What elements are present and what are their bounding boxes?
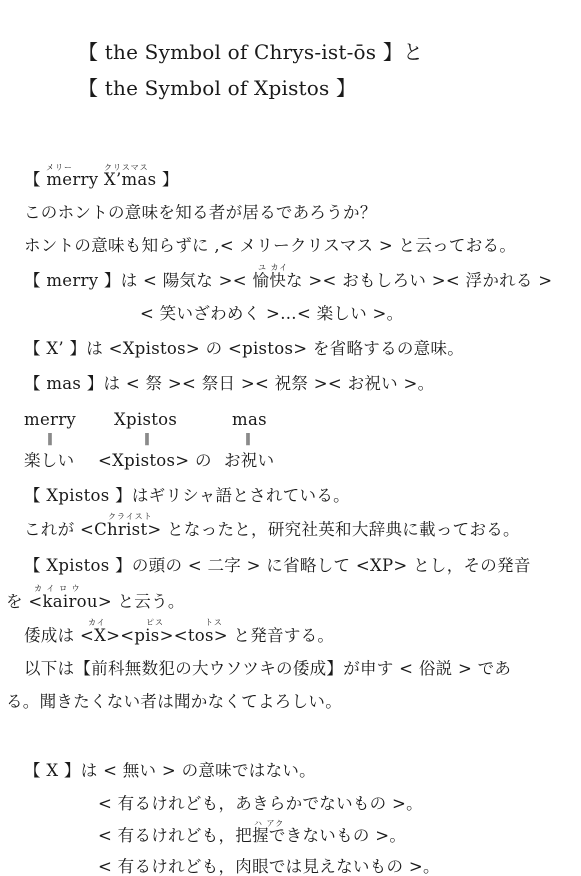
merry-def-line-2: < 笑いざわめく >…< 楽しい >。 [140, 304, 404, 323]
ruby-christ: クライスト [108, 512, 153, 521]
ruby-merry: メリー [46, 163, 73, 172]
equal-sign-1: ‖ [47, 431, 53, 445]
x-definition: 【 X’ 】は <Xpistos> の <pistos> を省略するの意味。 [24, 339, 465, 358]
ruby-tos: トス [205, 618, 223, 627]
table-top-mas: mas [232, 410, 267, 429]
ruby-pis: ピス [146, 618, 164, 627]
para1-line-1: このホントの意味を知る者が居るであろうか？ [24, 203, 377, 222]
equal-sign-3: ‖ [245, 431, 251, 445]
equal-sign-2: ‖ [144, 431, 150, 445]
title-line-1: 【 the Symbol of Chrys-ist-ōs 】と [78, 40, 424, 64]
mas-definition: 【 mas 】は < 祭 >< 祭日 >< 祝祭 >< お祝い >。 [24, 374, 435, 393]
christ-line: これが <Christ> となったと，研究社英和大辞典に載っておる。 [24, 520, 520, 539]
below-line-2: る。聞きたくない者は聞かなくてよろしい。 [6, 692, 342, 711]
table-bottom-xpistos: <Xpistos> の [98, 451, 212, 470]
ruby-yukai: ユ カイ [258, 263, 289, 272]
xp-line-1: 【 Xpistos 】の頭の < 二字 > に省略して <XP> とし，その発音 [24, 556, 531, 575]
ruby-kai: カイ [88, 618, 106, 627]
x-meaning-line-3: < 有るけれども，把握できないもの >。 [98, 826, 407, 845]
x-meaning-line-1: 【 X 】は < 無い > の意味ではない。 [24, 761, 316, 780]
table-bottom-oiwai: お祝い [224, 451, 275, 470]
table-bottom-tanoshii: 楽しい [24, 451, 75, 470]
ruby-kairou: カ イ ロ ウ [34, 584, 81, 593]
title-line-2: 【 the Symbol of Xpistos 】 [78, 76, 357, 100]
table-top-merry: merry [24, 410, 77, 429]
xp-line-2: を <kairou> と云う。 [6, 592, 185, 611]
ruby-haaku: ハ アク [254, 819, 285, 828]
merry-def-line-1: 【 merry 】は < 陽気な >< 愉快な >< おもしろい >< 浮かれる > [24, 271, 553, 290]
xpistos-greek-line: 【 Xpistos 】はギリシャ語とされている。 [24, 486, 350, 505]
ruby-xmas: クリスマス [104, 163, 149, 172]
x-meaning-line-4: < 有るけれども，肉眼では見えないもの >。 [98, 857, 440, 876]
x-meaning-line-2: < 有るけれども，あきらかでないもの >。 [98, 794, 423, 813]
wasei-line: 倭成は <X><pis><tos> と発音する。 [24, 626, 335, 645]
below-line-1: 以下は【前科無数犯の大ウソツキの倭成】が申す < 俗説 > であ [24, 659, 512, 678]
table-top-xpistos: Xpistos [114, 410, 178, 429]
heading-merry-xmas: 【 merry X’mas 】 [24, 170, 179, 189]
para1-line-2: ホントの意味も知らずに ,< メリークリスマス > と云っておる。 [24, 236, 517, 255]
